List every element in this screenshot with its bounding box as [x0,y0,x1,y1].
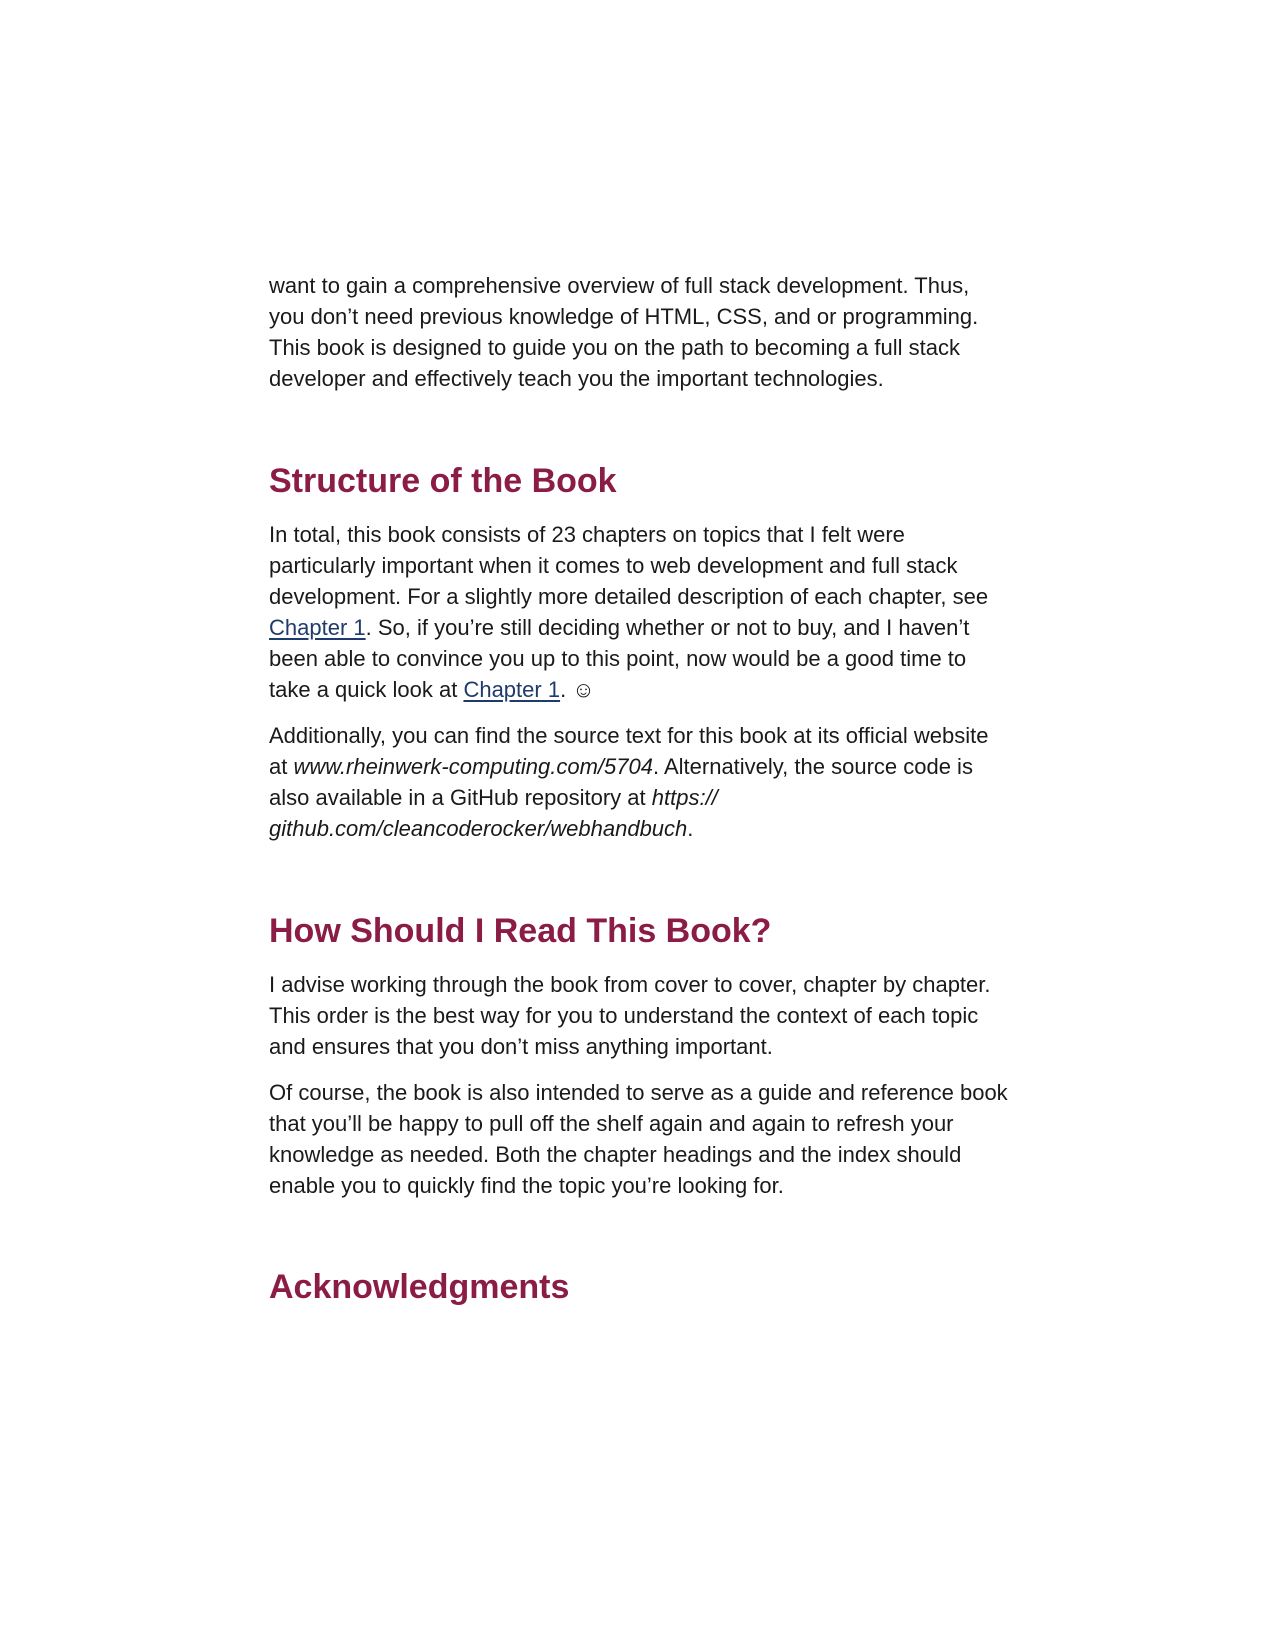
how-to-read-paragraph-1: I advise working through the book from cover to cover, chapter by chapter. This order is the best way for you to understand the context of each topic and ensures that you don’t miss anything important. [269,972,991,1059]
intro-paragraph: want to gain a comprehensive overview of full stack development. Thus, you don’t need previous knowledge of HTML, CSS, and or programming. This book is designed to guide you on the path to becoming a full stack developer and effectively teach you the important technologies. [269,273,979,391]
structure-p2-text-b: . Alternatively, the source code is also available in a GitHub repository at [269,754,973,810]
structure-paragraph-1 [269,519,1009,705]
chapter-1-link[interactable]: Chapter 1 [269,615,366,640]
github-repo-url: https:// github.com/cleancoderocker/webhandbuch [269,785,718,841]
structure-p2-text-c: . [687,816,694,841]
structure-p1-text-b: . So, if you’re still deciding whether or not to buy, and I haven’t been able to convince you up to this point, now would be a good time to take a quick look at [269,615,970,702]
structure-paragraph-2 [269,720,1009,844]
structure-p1-text-a: In total, this book consists of 23 chapters on topics that I felt were particularly important when it comes to web development and full stack development. For a slightly more detailed description of each chapter, see [269,522,989,609]
structure-p1-text-c: . ☺ [560,677,595,702]
acknowledgments-heading: Acknowledgments [269,1268,570,1306]
structure-p2-text-a: Additionally, you can find the source text for this book at its official website at [269,723,989,779]
how-to-read-paragraph-2: Of course, the book is also intended to serve as a guide and reference book that you’ll be happy to pull off the shelf again and again to refresh your knowledge as needed. Both the chapter headings and the index should enable you to quickly find the topic you’re looking for. [269,1080,1008,1198]
text-column [269,270,1009,1325]
structure-heading: Structure of the Book [269,462,617,500]
website-url: www.rheinwerk-computing.com/5704 [293,754,653,779]
chapter-1-link-second[interactable]: Chapter 1 [463,677,561,702]
how-to-read-heading: How Should I Read This Book? [269,912,772,950]
